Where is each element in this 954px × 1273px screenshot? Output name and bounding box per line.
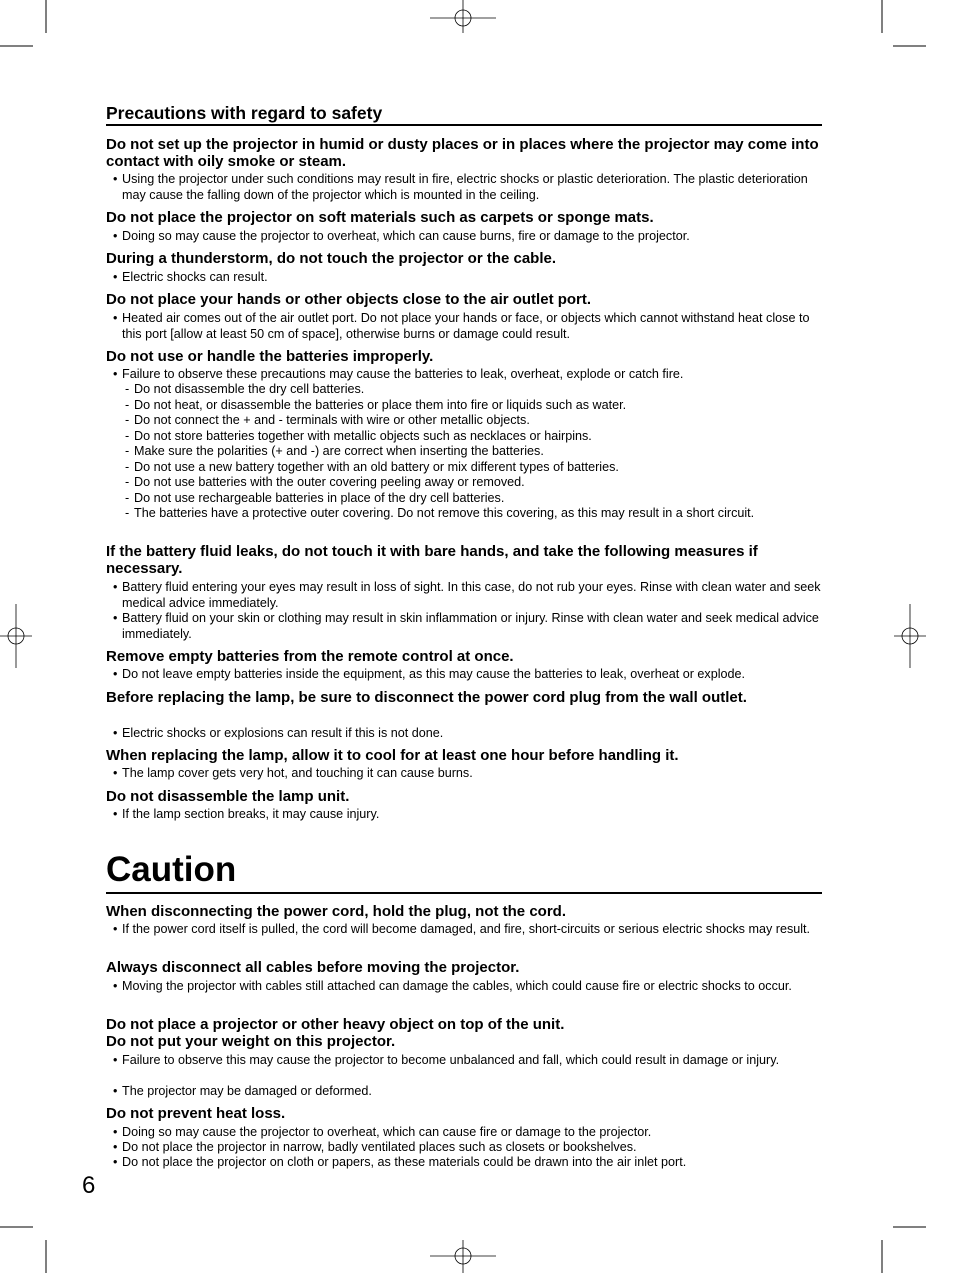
dash-item: - Do not use a new battery together with an old battery or mix different types of batteries.	[125, 460, 619, 474]
dash-item: - Do not store batteries together with metallic objects such as necklaces or hairpins.	[125, 429, 592, 443]
dash-item: - Do not connect the + and - terminals with wire or other metallic objects.	[125, 413, 530, 427]
dash-item: - Make sure the polarities (+ and -) are correct when inserting the batteries.	[125, 444, 544, 458]
bullet-item: • Battery fluid entering your eyes may result in loss of sight. In this case, do not rub your eyes. Rinse with clean water and seek medical advice immediately.	[113, 580, 821, 610]
bullet-item: • Electric shocks or explosions can result if this is not done.	[113, 726, 444, 740]
heading-batteries: Do not use or handle the batteries improperly.	[106, 348, 434, 365]
bullet-item: • Heated air comes out of the air outlet port. Do not place your hands or face, or objects which cannot withstand heat close to this port [allow at least 50 cm of space], otherwise burns or damage could result.	[113, 311, 810, 341]
bullet-item: • Failure to observe these precautions may cause the batteries to leak, overheat, explode or catch fire.	[113, 367, 684, 381]
registration-mark-left	[0, 604, 32, 668]
dash-item: - Do not use rechargeable batteries in place of the dry cell batteries.	[125, 491, 505, 505]
heading-remove-batteries: Remove empty batteries from the remote control at once.	[106, 648, 514, 665]
heading-air-outlet: Do not place your hands or other objects close to the air outlet port.	[106, 291, 592, 308]
bullet-item: • The lamp cover gets very hot, and touching it can cause burns.	[113, 766, 473, 780]
heading-battery-fluid: If the battery fluid leaks, do not touch it with bare hands, and take the following measures if necessary.	[106, 543, 758, 577]
bullet-item: • Electric shocks can result.	[113, 270, 268, 284]
bullet-item: • The projector may be damaged or deformed.	[113, 1084, 372, 1098]
bullet-item: • Do not place the projector on cloth or papers, as these materials could be drawn into the air inlet port.	[113, 1155, 687, 1169]
bullet-item: • Failure to observe this may cause the projector to become unbalanced and fall, which could result in damage or injury.	[113, 1053, 780, 1067]
bullet-item: • Moving the projector with cables still attached can damage the cables, which could cause fire or electric shocks to occur.	[113, 979, 792, 993]
registration-mark-top	[430, 0, 496, 33]
bullet-item: • If the power cord itself is pulled, the cord will become damaged, and fire, short-circuits or serious electric shocks may result.	[113, 922, 811, 936]
dash-item: - The batteries have a protective outer covering. Do not remove this covering, as this may result in a short circuit.	[125, 506, 755, 520]
heading-lamp-cool: When replacing the lamp, allow it to cool for at least one hour before handling it.	[106, 747, 679, 764]
bullet-item: • Doing so may cause the projector to overheat, which can cause burns, fire or damage to the projector.	[113, 229, 690, 243]
section-title: Precautions with regard to safety	[106, 103, 822, 126]
heading-disconnect-cables: Always disconnect all cables before moving the projector.	[106, 959, 520, 976]
dash-item: - Do not heat, or disassemble the batteries or place them into fire or liquids such as water.	[125, 398, 627, 412]
heading-power-cord: When disconnecting the power cord, hold the plug, not the cord.	[106, 903, 566, 920]
heading-humid-dusty: Do not set up the projector in humid or dusty places or in places where the projector may come into contact with oily smoke or steam.	[106, 136, 819, 170]
heading-heavy-object: Do not place a projector or other heavy object on top of the unit.	[106, 1016, 565, 1033]
registration-mark-right	[894, 604, 926, 668]
registration-mark-bottom	[430, 1240, 496, 1273]
caution-title: Caution	[106, 850, 822, 894]
dash-item: - Do not disassemble the dry cell batteries.	[125, 382, 365, 396]
bullet-item: • Do not place the projector in narrow, badly ventilated places such as closets or bookshelves.	[113, 1140, 637, 1154]
heading-soft-materials: Do not place the projector on soft materials such as carpets or sponge mats.	[106, 209, 654, 226]
bullet-item: • Doing so may cause the projector to overheat, which can cause fire or damage to the projector.	[113, 1125, 652, 1139]
heading-weight: Do not put your weight on this projector.	[106, 1033, 396, 1050]
bullet-item: • Using the projector under such conditions may result in fire, electric shocks or plastic deterioration. The plastic deterioration may cause the falling down of the projector which is mounted in the ceiling.	[113, 172, 808, 202]
bullet-item: • Do not leave empty batteries inside the equipment, as this may cause the batteries to leak, overheat or explode.	[113, 667, 746, 681]
heading-lamp-unit: Do not disassemble the lamp unit.	[106, 788, 350, 805]
heading-disconnect-power: Before replacing the lamp, be sure to disconnect the power cord plug from the wall outlet.	[106, 689, 747, 706]
page-number: 6	[82, 1172, 96, 1199]
dash-item: - Do not use batteries with the outer covering peeling away or removed.	[125, 475, 525, 489]
bullet-item: • Battery fluid on your skin or clothing may result in skin inflammation or injury. Rinse with clean water and seek medical advice immediately.	[113, 611, 819, 641]
bullet-item: • If the lamp section breaks, it may cause injury.	[113, 807, 380, 821]
heading-thunderstorm: During a thunderstorm, do not touch the projector or the cable.	[106, 250, 557, 267]
heading-heat-loss: Do not prevent heat loss.	[106, 1105, 286, 1122]
